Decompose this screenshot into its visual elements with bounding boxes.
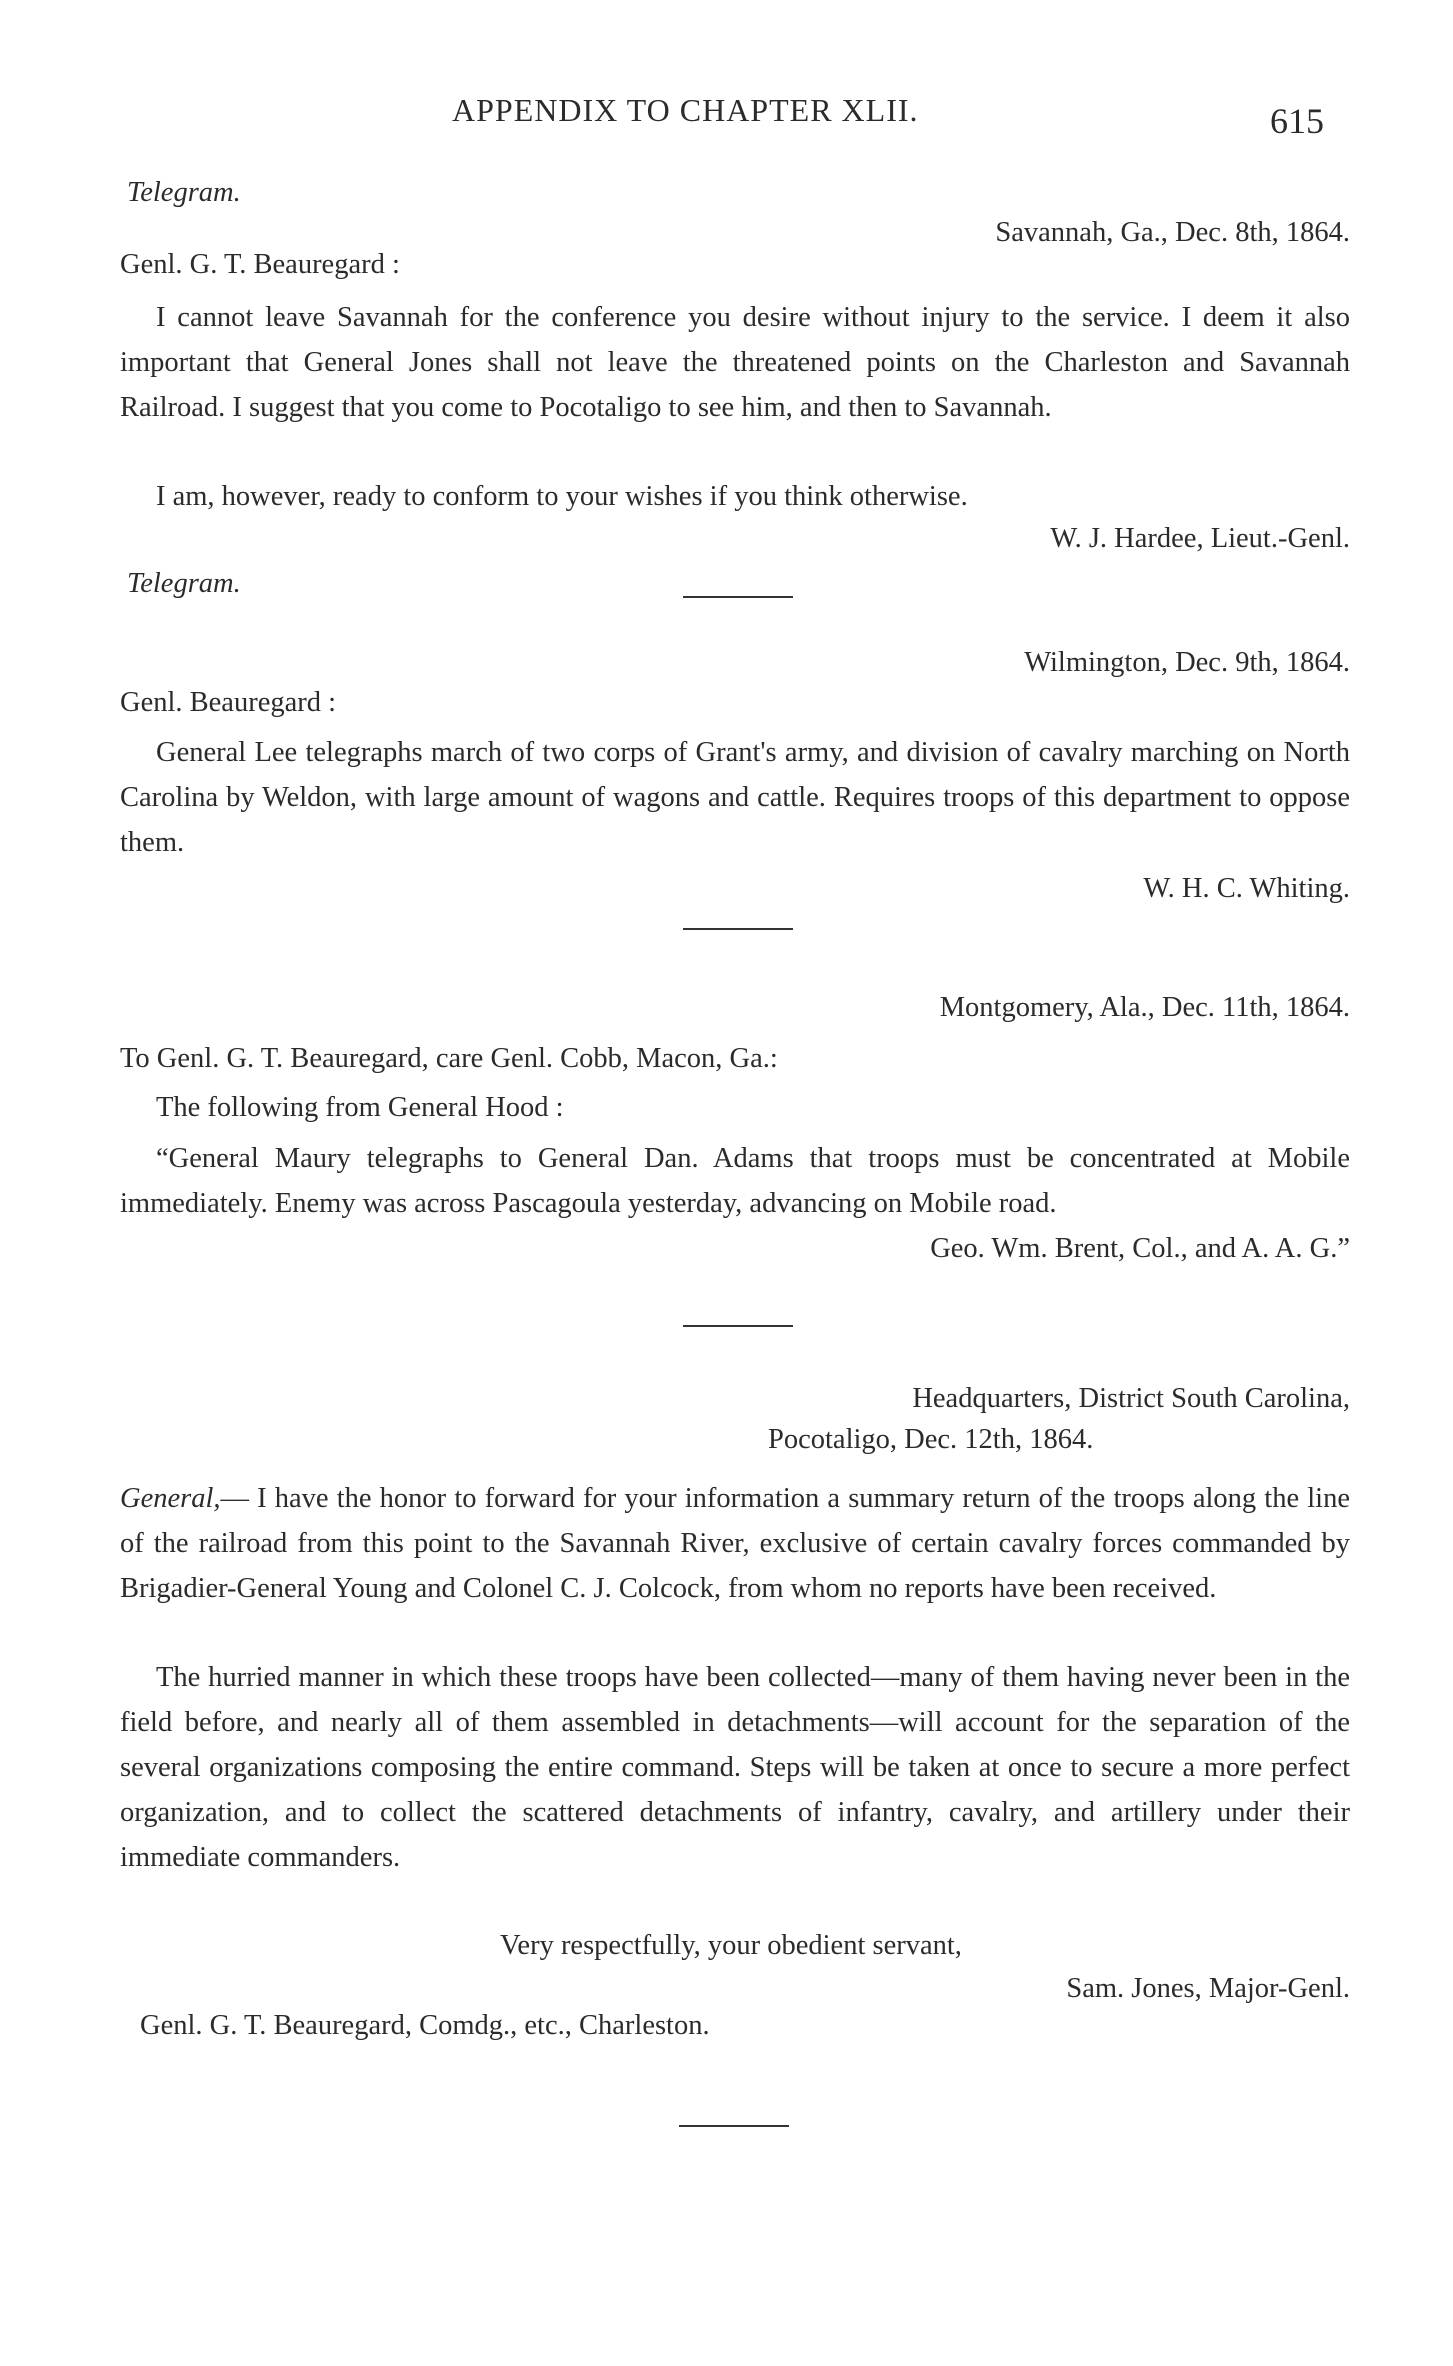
running-header: APPENDIX TO CHAPTER XLII.: [452, 92, 919, 128]
paragraph-text: — I have the honor to forward for your information a summary return of the troops along the line of the railroad from this point to the Savannah River, exclusive of certain cavalry forces commanded by Brigadier-General Young and Colonel C. J. Colcock, from whom no reports have been received.: [120, 1483, 1350, 1604]
salutation: Genl. G. T. Beauregard :: [120, 249, 400, 280]
closing: Very respectfully, your obedient servant,: [500, 1930, 962, 1961]
divider: [683, 928, 793, 930]
salutation: General,: [120, 1483, 221, 1514]
divider: [683, 1325, 793, 1327]
paragraph: General Lee telegraphs march of two corps of Grant's army, and division of cavalry marching on North Carolina by Weldon, with large amount of wagons and cattle. Requires troops of this department to oppose them.: [120, 737, 1350, 858]
signature: Sam. Jones, Major-Genl.: [1066, 1973, 1350, 2004]
telegram-label: Telegram.: [127, 568, 241, 599]
divider: [683, 596, 793, 598]
place-date: Savannah, Ga., Dec. 8th, 1864.: [995, 217, 1350, 248]
paragraph: I am, however, ready to conform to your wishes if you think otherwise.: [156, 481, 968, 512]
signature: W. H. C. Whiting.: [1143, 873, 1350, 904]
salutation: Genl. Beauregard :: [120, 687, 337, 718]
divider: [679, 2125, 789, 2127]
addressee-line: Genl. G. T. Beauregard, Comdg., etc., Charleston.: [140, 2010, 710, 2041]
intro-line: The following from General Hood :: [156, 1092, 564, 1123]
place-date: Wilmington, Dec. 9th, 1864.: [1024, 647, 1350, 678]
page-number: 615: [1270, 101, 1324, 141]
paragraph: I cannot leave Savannah for the conference you desire without injury to the service. I deem it also important that General Jones shall not leave the threatened points on the Charleston and Savannah Railroad. I suggest that you come to Pocotaligo to see him, and then to Savannah.: [120, 302, 1350, 423]
signature: Geo. Wm. Brent, Col., and A. A. G.”: [930, 1233, 1350, 1264]
paragraph: [120, 1476, 1350, 1611]
place-date: Montgomery, Ala., Dec. 11th, 1864.: [939, 992, 1350, 1023]
paragraph: The hurried manner in which these troops have been collected—many of them having never been in the field before, and nearly all of them assembled in detachments—will account for the separation of the several organizations composing the entire command. Steps will be taken at once to secure a more perfect organization, and to collect the scattered detachments of infantry, cavalry, and artillery under their immediate commanders.: [120, 1662, 1350, 1873]
letter-heading: Headquarters, District South Carolina,: [912, 1383, 1350, 1414]
quoted-telegram: “General Maury telegraphs to General Dan. Adams that troops must be concentrated at Mobile immediately. Enemy was across Pascagoula yesterday, advancing on Mobile road.: [120, 1143, 1350, 1219]
telegram-label: Telegram.: [127, 177, 241, 208]
place-date: Pocotaligo, Dec. 12th, 1864.: [768, 1424, 1094, 1455]
signature: W. J. Hardee, Lieut.-Genl.: [1050, 523, 1350, 554]
address-line: To Genl. G. T. Beauregard, care Genl. Cobb, Macon, Ga.:: [120, 1043, 778, 1074]
